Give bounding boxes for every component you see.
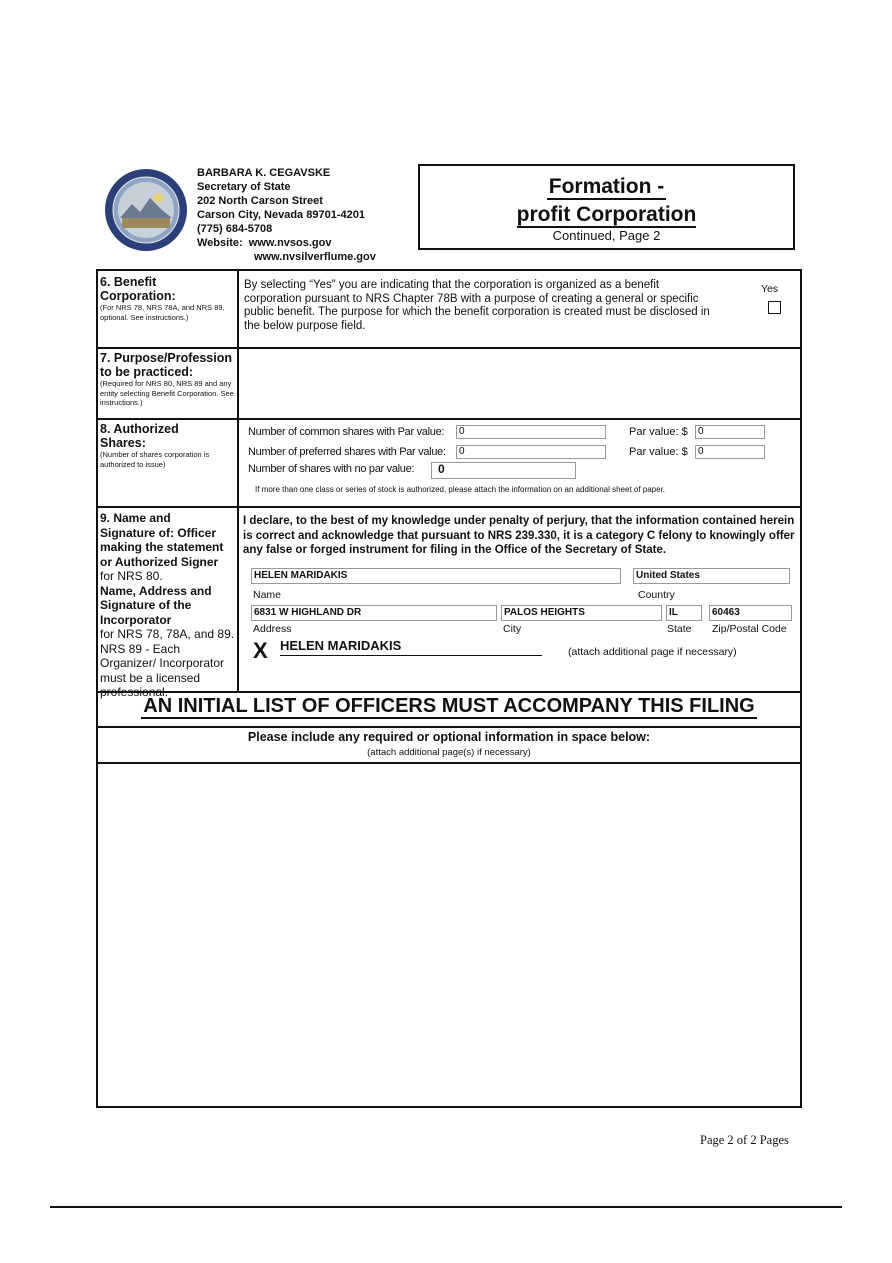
signature-mark: X	[253, 638, 268, 663]
zip-input[interactable]: 60463	[709, 605, 792, 621]
title-line-3: Continued, Page 2	[552, 228, 661, 243]
section-9-label	[100, 511, 236, 700]
section-9-title-b: Signature of: Officer making the statement or Authorized Signer	[100, 525, 224, 569]
section-8-label	[100, 422, 236, 469]
nopar-shares-label: Number of shares with no par value:	[248, 463, 415, 475]
address-input[interactable]: 6831 W HIGHLAND DR	[251, 605, 497, 621]
city-input[interactable]: PALOS HEIGHTS	[501, 605, 662, 621]
column-divider	[237, 271, 239, 691]
section-9-title-a: 9. Name and	[100, 511, 171, 525]
section-7-note: (Required for NRS 80, NRS 89 and any entity selecting Benefit Corporation. See instructions.)	[100, 379, 234, 407]
section-8-note: (Number of shares corporation is authorized to issue)	[100, 450, 210, 469]
office-address	[197, 166, 376, 264]
section-6-note: (For NRS 78, NRS 78A, and NRS 89, optional. See instructions.)	[100, 303, 225, 322]
page-number: Page 2 of 2 Pages	[700, 1133, 789, 1147]
section-9-title-e: for NRS 78, 78A, and 89. NRS 89 - Each Organizer/ Incorporator must be a licensed professional.	[100, 627, 235, 699]
additional-info-note: (attach additional page(s) if necessary)	[367, 747, 531, 758]
declaration-text: I declare, to the best of my knowledge under penalty of perjury, that the information contained herein is correct and acknowledge that pursuant to NRS 239.330, it is a category C felony to knowingly offer any false or forged instrument for filing in the Office of the Secretary of State.	[243, 515, 795, 556]
website-link-2[interactable]: www.nvsilverflume.gov	[254, 251, 376, 263]
website-label: Website:	[197, 237, 243, 249]
city-line: Carson City, Nevada 89701-4201	[197, 209, 365, 221]
common-shares-input[interactable]: 0	[456, 425, 606, 439]
title-box	[418, 164, 795, 250]
initial-list-banner	[98, 695, 800, 718]
additional-info-area[interactable]	[98, 764, 800, 1106]
title-line-2: profit Corporation	[516, 203, 697, 226]
address-label: Address	[253, 623, 292, 635]
row-divider	[98, 418, 800, 420]
name-label: Name	[253, 589, 282, 601]
par-value-label: Par value: $	[629, 426, 688, 438]
row-divider	[98, 347, 800, 349]
street: 202 North Carson Street	[197, 195, 323, 207]
common-par-input[interactable]: 0	[695, 425, 765, 439]
section-7-label	[100, 351, 236, 408]
section-6-label	[100, 275, 236, 322]
nevada-seal-icon	[104, 168, 188, 252]
preferred-shares-input[interactable]: 0	[456, 445, 606, 459]
form-table	[96, 269, 802, 1108]
section-8-title-b: Shares:	[100, 436, 146, 450]
initial-list-banner-text: AN INITIAL LIST OF OFFICERS MUST ACCOMPANY THIS FILING	[143, 695, 755, 717]
benefit-text: By selecting “Yes” you are indicating that the corporation is organized as a benefit corporation pursuant to NRS Chapter 78B with a purpose of creating a general or specific public benefit. The purpose for which the benefit corporation is created must be disclosed in the below purpose field.	[244, 279, 710, 332]
common-shares-label: Number of common shares with Par value:	[248, 426, 445, 438]
city-label: City	[503, 623, 522, 635]
preferred-par-label: Par value: $	[629, 446, 688, 458]
official-role: Secretary of State	[197, 181, 291, 193]
yes-label: Yes	[761, 283, 779, 295]
title-line-1: Formation -	[548, 175, 665, 198]
state-input[interactable]: IL	[666, 605, 702, 621]
section-6-title-a: 6. Benefit	[100, 275, 157, 289]
section-7-title-a: 7. Purpose/Profession	[100, 351, 232, 365]
preferred-par-input[interactable]: 0	[695, 445, 765, 459]
preferred-shares-label: Number of preferred shares with Par value:	[248, 446, 446, 458]
state-label: State	[667, 623, 692, 635]
phone: (775) 684-5708	[197, 223, 273, 235]
section-9-title-d: Name, Address and Signature of the Incorporator	[100, 583, 212, 627]
website-link-1[interactable]: www.nvsos.gov	[248, 237, 332, 249]
row-divider	[98, 726, 800, 728]
attach-note: (attach additional page if necessary)	[568, 646, 737, 658]
footer-rule	[50, 1206, 842, 1208]
country-input[interactable]: United States	[633, 568, 790, 584]
benefit-yes-checkbox[interactable]	[768, 301, 781, 314]
section-7-title-b: to be practiced:	[100, 365, 194, 379]
purpose-field[interactable]	[240, 350, 798, 416]
section-6-title-b: Corporation:	[100, 289, 176, 303]
country-label: Country	[638, 589, 675, 601]
section-9-title-c: for NRS 80.	[100, 569, 163, 583]
zip-label: Zip/Postal Code	[712, 623, 787, 635]
section-8-title-a: 8. Authorized	[100, 422, 179, 436]
name-input[interactable]: HELEN MARIDAKIS	[251, 568, 621, 584]
shares-footnote: If more than one class or series of stock is authorized, please attach the information on an additional sheet of paper.	[255, 485, 666, 494]
row-divider	[98, 506, 800, 508]
nopar-shares-input[interactable]: 0	[431, 462, 576, 479]
signature-line[interactable]: HELEN MARIDAKIS	[280, 638, 542, 656]
additional-info-title: Please include any required or optional information in space below:	[247, 730, 651, 744]
official-name: BARBARA K. CEGAVSKE	[197, 167, 331, 179]
